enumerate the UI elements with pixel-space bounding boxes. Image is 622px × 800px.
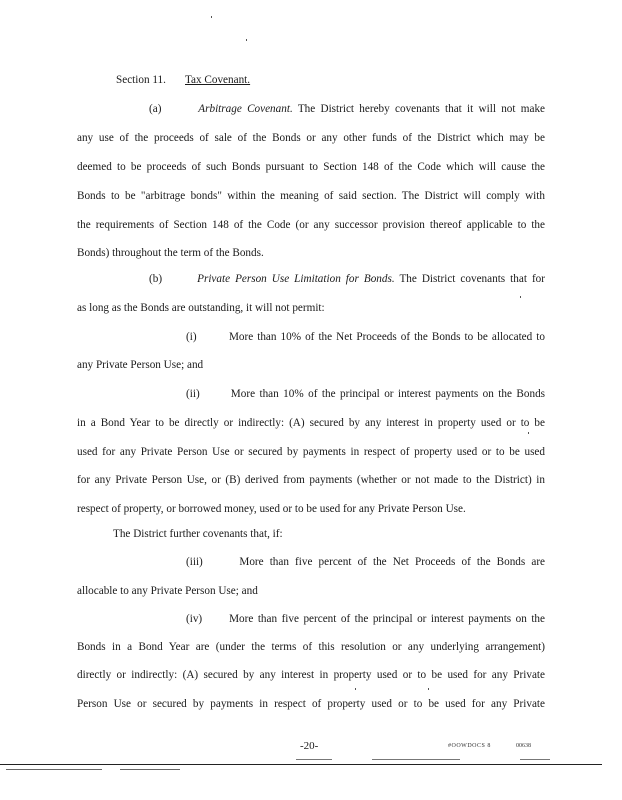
- scan-artifact-line: [120, 769, 180, 770]
- scan-artifact-line: [372, 759, 460, 760]
- para-b-label: (b): [149, 273, 163, 285]
- item-iii-line1: More than five percent of the Net Proceeds of the Bonds are: [239, 556, 546, 568]
- item-ii-line1: More than 10% of the principal or interest payments on the Bonds: [230, 388, 546, 400]
- scan-speck: [520, 296, 521, 298]
- item-ii-line3: used for any Private Person Use or secured by payments in respect of property used or to be used: [77, 446, 545, 458]
- document-code: #OOWDOCS 8: [448, 743, 491, 749]
- item-ii-label: (ii): [186, 388, 200, 400]
- para-a-line3: deemed to be proceeds of such Bonds pursuant to Section 148 of the Code which will cause the: [77, 161, 545, 173]
- para-a-title: Arbitrage Covenant.: [198, 103, 293, 115]
- item-i-label: (i): [186, 331, 197, 343]
- para-a-line2: any use of the proceeds of sale of the Bonds or any other funds of the District which may be: [77, 132, 545, 144]
- section-title: Tax Covenant.: [185, 74, 251, 86]
- item-iv-line2: Bonds in a Bond Year are (under the terms of this resolution or any underlying arrangement): [77, 641, 545, 653]
- item-iii-line2: allocable to any Private Person Use; and: [77, 585, 258, 597]
- scan-speck: [528, 432, 529, 434]
- para-a-line6: Bonds) throughout the term of the Bonds.: [77, 247, 264, 259]
- para-b-first-line: [149, 272, 545, 286]
- item-iv-label: (iv): [186, 613, 203, 625]
- item-iii-first-line: [186, 555, 545, 569]
- para-b-title: Private Person Use Limitation for Bonds.: [197, 273, 395, 285]
- para-a-line5: the requirements of Section 148 of the Code (or any successor provision thereof applicable to the: [77, 219, 545, 231]
- para-a-first-line: [149, 102, 545, 116]
- scan-speck: [355, 688, 356, 690]
- item-ii-line5: respect of property, or borrowed money, used or to be used for any Private Person Use.: [77, 503, 466, 515]
- item-ii-line2: in a Bond Year to be directly or indirectly: (A) secured by any interest in property used or to be: [77, 417, 545, 429]
- scan-artifact-line: [296, 759, 332, 760]
- para-a-label: (a): [149, 103, 162, 115]
- scan-speck: [246, 39, 247, 41]
- section-heading: [116, 73, 251, 87]
- item-i-first-line: [186, 330, 545, 344]
- item-ii-first-line: [186, 387, 545, 401]
- item-iii-label: (iii): [186, 556, 203, 568]
- scan-speck: [211, 16, 212, 18]
- section-number: Section 11.: [116, 74, 166, 86]
- scan-artifact-line: [520, 759, 550, 760]
- item-iv-first-line: [186, 612, 545, 626]
- item-iv-line4: Person Use or secured by payments in respect of property used or to be used for any Private: [77, 698, 545, 710]
- para-a-line1: The District hereby covenants that it will not make: [297, 103, 546, 115]
- document-code-suffix: 00638: [516, 743, 531, 749]
- item-iv-line3: directly or indirectly: (A) secured by any interest in property used or to be used for any Private: [77, 669, 545, 681]
- scan-artifact-line: [6, 769, 102, 770]
- item-ii-line4: for any Private Person Use, or (B) derived from payments (whether or not made to the District) in: [77, 474, 545, 486]
- item-iv-line1: More than five percent of the principal or interest payments on the: [229, 613, 545, 625]
- scan-speck: [428, 688, 429, 690]
- para-a-line4: Bonds to be "arbitrage bonds" within the meaning of said section. The District will comply with: [77, 190, 545, 202]
- further-covenants: The District further covenants that, if:: [113, 528, 283, 540]
- item-i-line2: any Private Person Use; and: [77, 359, 204, 371]
- bottom-rule: [0, 764, 602, 765]
- para-b-line2: as long as the Bonds are outstanding, it will not permit:: [77, 302, 325, 314]
- para-b-line1: The District covenants that for: [399, 273, 545, 285]
- item-i-line1: More than 10% of the Net Proceeds of the Bonds to be allocated to: [228, 331, 545, 343]
- page-number: -20-: [300, 740, 319, 752]
